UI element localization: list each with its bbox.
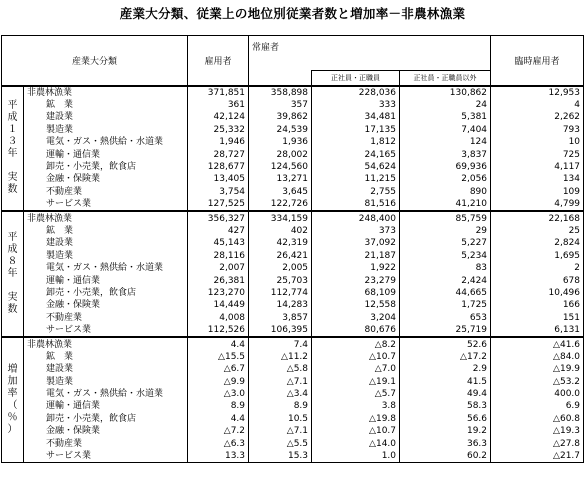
side-label-char: 数 <box>7 184 18 196</box>
cell-value: 3,645 <box>249 186 312 198</box>
cell-value: 3.8 <box>312 400 400 412</box>
cell-value: 10,496 <box>491 287 584 299</box>
table-row <box>2 225 584 237</box>
cell-value: 41,210 <box>400 198 491 211</box>
cell-value: 130,862 <box>400 86 491 99</box>
table-row <box>2 337 584 350</box>
side-label-char: 加 <box>7 376 18 388</box>
cell-value: △19.8 <box>312 413 400 425</box>
table-row <box>2 198 584 211</box>
cell-value: 42,319 <box>249 237 312 249</box>
industry-name: 建設業 <box>24 237 188 249</box>
cell-value: △17.2 <box>400 351 491 363</box>
cell-value: △19.3 <box>491 425 584 437</box>
cell-value: 26,381 <box>188 274 249 286</box>
cell-value: 1,812 <box>312 136 400 148</box>
cell-value: 3,857 <box>249 312 312 324</box>
cell-value: 45,143 <box>188 237 249 249</box>
cell-value: 358,898 <box>249 86 312 99</box>
cell-value: △19.1 <box>312 375 400 387</box>
cell-value: 56.6 <box>400 413 491 425</box>
employment-table <box>1 35 584 463</box>
industry-name: 建設業 <box>24 111 188 123</box>
cell-value: 2,755 <box>312 186 400 198</box>
cell-value: 42,124 <box>188 111 249 123</box>
cell-value: 356,327 <box>188 211 249 224</box>
cell-value: 128,677 <box>188 161 249 173</box>
cell-value: 4.4 <box>188 413 249 425</box>
cell-value: 2,005 <box>249 262 312 274</box>
cell-value: 1,946 <box>188 136 249 148</box>
cell-value: △53.2 <box>491 375 584 387</box>
table-row <box>2 388 584 400</box>
cell-value: 400.0 <box>491 388 584 400</box>
table-row <box>2 450 584 463</box>
cell-value: △27.8 <box>491 437 584 449</box>
cell-value: 14,449 <box>188 299 249 311</box>
cell-value: 127,525 <box>188 198 249 211</box>
cell-value: 5,227 <box>400 237 491 249</box>
industry-name: 鉱 業 <box>24 225 188 237</box>
cell-value: △9.9 <box>188 375 249 387</box>
cell-value: 109 <box>491 186 584 198</box>
cell-value: 106,395 <box>249 324 312 337</box>
cell-value: △3.0 <box>188 388 249 400</box>
cell-value: 3,837 <box>400 148 491 160</box>
cell-value: 6.9 <box>491 400 584 412</box>
cell-value: 5,381 <box>400 111 491 123</box>
side-label-char: 数 <box>7 304 18 316</box>
side-label-char: ８ <box>7 256 18 268</box>
industry-name: 運輸・通信業 <box>24 400 188 412</box>
industry-name: 不動産業 <box>24 186 188 198</box>
cell-value: 80,676 <box>312 324 400 337</box>
cell-value: 1,922 <box>312 262 400 274</box>
cell-value: △10.7 <box>312 351 400 363</box>
cell-value: △19.9 <box>491 363 584 375</box>
side-label-char: １ <box>7 124 18 136</box>
cell-value: 402 <box>249 225 312 237</box>
cell-value: 41.5 <box>400 375 491 387</box>
table-row <box>2 425 584 437</box>
industry-name: サービス業 <box>24 198 188 211</box>
table-row <box>2 324 584 337</box>
side-label-char: 年 <box>7 148 18 160</box>
cell-value: 19.2 <box>400 425 491 437</box>
table-row <box>2 136 584 148</box>
cell-value: 17,135 <box>312 124 400 136</box>
cell-value: 23,279 <box>312 274 400 286</box>
cell-value: 13.3 <box>188 450 249 463</box>
cell-value: 793 <box>491 124 584 136</box>
cell-value: 54,624 <box>312 161 400 173</box>
header-sub-other: 正社員・正職員以外 <box>400 70 491 86</box>
cell-value: 36.3 <box>400 437 491 449</box>
cell-value: 28,727 <box>188 148 249 160</box>
cell-value: 52.6 <box>400 337 491 350</box>
industry-name: 不動産業 <box>24 437 188 449</box>
table-row <box>2 173 584 185</box>
table-row <box>2 299 584 311</box>
cell-value: 112,526 <box>188 324 249 337</box>
side-label-char: 実 <box>7 292 18 304</box>
cell-value: 7.4 <box>249 337 312 350</box>
cell-value: 12,953 <box>491 86 584 99</box>
cell-value: 10.5 <box>249 413 312 425</box>
cell-value: 13,271 <box>249 173 312 185</box>
side-label-char: 年 <box>7 268 18 280</box>
cell-value: 39,862 <box>249 111 312 123</box>
industry-name: 非農林漁業 <box>24 86 188 99</box>
cell-value: 12,558 <box>312 299 400 311</box>
table-row <box>2 413 584 425</box>
cell-value: 4,799 <box>491 198 584 211</box>
cell-value: △8.2 <box>312 337 400 350</box>
cell-value: △3.4 <box>249 388 312 400</box>
industry-name: 非農林漁業 <box>24 337 188 350</box>
cell-value: △15.5 <box>188 351 249 363</box>
cell-value: 1,725 <box>400 299 491 311</box>
cell-value: 26,421 <box>249 250 312 262</box>
industry-name: 製造業 <box>24 250 188 262</box>
cell-value: 7,404 <box>400 124 491 136</box>
table-row <box>2 111 584 123</box>
cell-value: 10 <box>491 136 584 148</box>
cell-value: △14.0 <box>312 437 400 449</box>
side-label-char: ） <box>7 424 18 436</box>
table-row <box>2 363 584 375</box>
cell-value: 8.9 <box>188 400 249 412</box>
page-title: 産業大分類、従業上の地位別従業者数と増加率－非農林漁業 <box>119 6 466 21</box>
table-row <box>2 211 584 224</box>
cell-value: 28,002 <box>249 148 312 160</box>
cell-value: 68,109 <box>312 287 400 299</box>
cell-value: △7.0 <box>312 363 400 375</box>
industry-name: 金融・保険業 <box>24 425 188 437</box>
cell-value: 122,726 <box>249 198 312 211</box>
cell-value: 2,056 <box>400 173 491 185</box>
cell-value: 1.0 <box>312 450 400 463</box>
cell-value: 81,516 <box>312 198 400 211</box>
cell-value: 2,262 <box>491 111 584 123</box>
side-label-char: 平 <box>7 232 18 244</box>
cell-value: 124 <box>400 136 491 148</box>
cell-value: 4 <box>491 99 584 111</box>
table-row <box>2 237 584 249</box>
side-label-char: （ <box>7 400 18 412</box>
cell-value: 2.9 <box>400 363 491 375</box>
side-label-char: 成 <box>7 112 18 124</box>
cell-value: △5.5 <box>249 437 312 449</box>
header-employees: 雇用者 <box>188 36 249 86</box>
cell-value: 25,332 <box>188 124 249 136</box>
industry-name: 金融・保険業 <box>24 299 188 311</box>
cell-value: 37,092 <box>312 237 400 249</box>
block-side-label <box>2 211 24 337</box>
industry-name: 電気・ガス・熱供給・水道業 <box>24 136 188 148</box>
cell-value: 3,754 <box>188 186 249 198</box>
cell-value: 373 <box>312 225 400 237</box>
cell-value: 58.3 <box>400 400 491 412</box>
table-row <box>2 400 584 412</box>
cell-value: 24,165 <box>312 148 400 160</box>
cell-value: △7.2 <box>188 425 249 437</box>
side-label-char: 増 <box>7 364 18 376</box>
cell-value: 6,131 <box>491 324 584 337</box>
industry-name: 運輸・通信業 <box>24 148 188 160</box>
header-industry: 産業大分類 <box>2 36 188 86</box>
cell-value: △5.8 <box>249 363 312 375</box>
cell-value: 427 <box>188 225 249 237</box>
table-row <box>2 351 584 363</box>
industry-name: 電気・ガス・熱供給・水道業 <box>24 262 188 274</box>
cell-value: 1,695 <box>491 250 584 262</box>
cell-value: 22,168 <box>491 211 584 224</box>
header-temporary: 臨時雇用者 <box>491 36 584 86</box>
cell-value: 2,824 <box>491 237 584 249</box>
cell-value: 2 <box>491 262 584 274</box>
cell-value: 15.3 <box>249 450 312 463</box>
side-label-char: 成 <box>7 244 18 256</box>
side-label-char: 率 <box>7 388 18 400</box>
cell-value: △7.1 <box>249 375 312 387</box>
table-row <box>2 148 584 160</box>
cell-value: △10.7 <box>312 425 400 437</box>
cell-value: △7.1 <box>249 425 312 437</box>
industry-name: 電気・ガス・熱供給・水道業 <box>24 388 188 400</box>
cell-value: 4.4 <box>188 337 249 350</box>
side-label-char <box>2 160 23 172</box>
industry-name: 金融・保険業 <box>24 173 188 185</box>
cell-value: 890 <box>400 186 491 198</box>
cell-value: 653 <box>400 312 491 324</box>
table-row <box>2 186 584 198</box>
cell-value: 166 <box>491 299 584 311</box>
cell-value: 123,270 <box>188 287 249 299</box>
cell-value: 14,283 <box>249 299 312 311</box>
cell-value: 678 <box>491 274 584 286</box>
header-sub-regular: 正社員・正職員 <box>312 70 400 86</box>
cell-value: 1,936 <box>249 136 312 148</box>
cell-value: 5,234 <box>400 250 491 262</box>
cell-value: △84.0 <box>491 351 584 363</box>
cell-value: 4,117 <box>491 161 584 173</box>
cell-value: 69,936 <box>400 161 491 173</box>
table-row <box>2 274 584 286</box>
cell-value: 725 <box>491 148 584 160</box>
cell-value: 228,036 <box>312 86 400 99</box>
side-label-char: 平 <box>7 100 18 112</box>
cell-value: 333 <box>312 99 400 111</box>
industry-name: 鉱 業 <box>24 99 188 111</box>
cell-value: △5.7 <box>312 388 400 400</box>
cell-value: 2,007 <box>188 262 249 274</box>
table-row <box>2 287 584 299</box>
industry-name: 製造業 <box>24 124 188 136</box>
cell-value: 11,215 <box>312 173 400 185</box>
table-row <box>2 437 584 449</box>
cell-value: 44,665 <box>400 287 491 299</box>
cell-value: 8.9 <box>249 400 312 412</box>
cell-value: △6.3 <box>188 437 249 449</box>
table-row <box>2 99 584 111</box>
block-side-label <box>2 337 24 462</box>
cell-value: 25 <box>491 225 584 237</box>
industry-name: 卸売・小売業，飲食店 <box>24 413 188 425</box>
side-label-char: ％ <box>7 412 18 424</box>
cell-value: 25,719 <box>400 324 491 337</box>
cell-value: 151 <box>491 312 584 324</box>
cell-value: 4,008 <box>188 312 249 324</box>
cell-value: △6.7 <box>188 363 249 375</box>
side-label-char: ３ <box>7 136 18 148</box>
cell-value: 29 <box>400 225 491 237</box>
industry-name: 不動産業 <box>24 312 188 324</box>
cell-value: △21.7 <box>491 450 584 463</box>
cell-value: 60.2 <box>400 450 491 463</box>
industry-name: 運輸・通信業 <box>24 274 188 286</box>
cell-value: 2,424 <box>400 274 491 286</box>
cell-value: 112,774 <box>249 287 312 299</box>
cell-value: 334,159 <box>249 211 312 224</box>
cell-value: 28,116 <box>188 250 249 262</box>
block-side-label <box>2 86 24 212</box>
table-row <box>2 161 584 173</box>
cell-value: 13,405 <box>188 173 249 185</box>
cell-value: △60.8 <box>491 413 584 425</box>
side-label-char <box>2 280 23 292</box>
industry-name: 建設業 <box>24 363 188 375</box>
cell-value: 361 <box>188 99 249 111</box>
cell-value: 3,204 <box>312 312 400 324</box>
cell-value: △11.2 <box>249 351 312 363</box>
cell-value: 34,481 <box>312 111 400 123</box>
table-row <box>2 375 584 387</box>
cell-value: 25,703 <box>249 274 312 286</box>
cell-value: 24,539 <box>249 124 312 136</box>
cell-value: 21,187 <box>312 250 400 262</box>
cell-value: 83 <box>400 262 491 274</box>
cell-value: 49.4 <box>400 388 491 400</box>
industry-name: 卸売・小売業，飲食店 <box>24 161 188 173</box>
table-row <box>2 312 584 324</box>
side-label-char: 実 <box>7 172 18 184</box>
header-regular: 常雇者 <box>249 36 312 71</box>
cell-value: 134 <box>491 173 584 185</box>
cell-value: 85,759 <box>400 211 491 224</box>
table-row <box>2 250 584 262</box>
industry-name: 卸売・小売業，飲食店 <box>24 287 188 299</box>
industry-name: 非農林漁業 <box>24 211 188 224</box>
table-row <box>2 262 584 274</box>
cell-value: 24 <box>400 99 491 111</box>
industry-name: サービス業 <box>24 450 188 463</box>
cell-value: 248,400 <box>312 211 400 224</box>
industry-name: 製造業 <box>24 375 188 387</box>
cell-value: 357 <box>249 99 312 111</box>
cell-value: 371,851 <box>188 86 249 99</box>
cell-value: △41.6 <box>491 337 584 350</box>
table-row <box>2 124 584 136</box>
table-row <box>2 86 584 99</box>
industry-name: 鉱 業 <box>24 351 188 363</box>
cell-value: 124,560 <box>249 161 312 173</box>
industry-name: サービス業 <box>24 324 188 337</box>
